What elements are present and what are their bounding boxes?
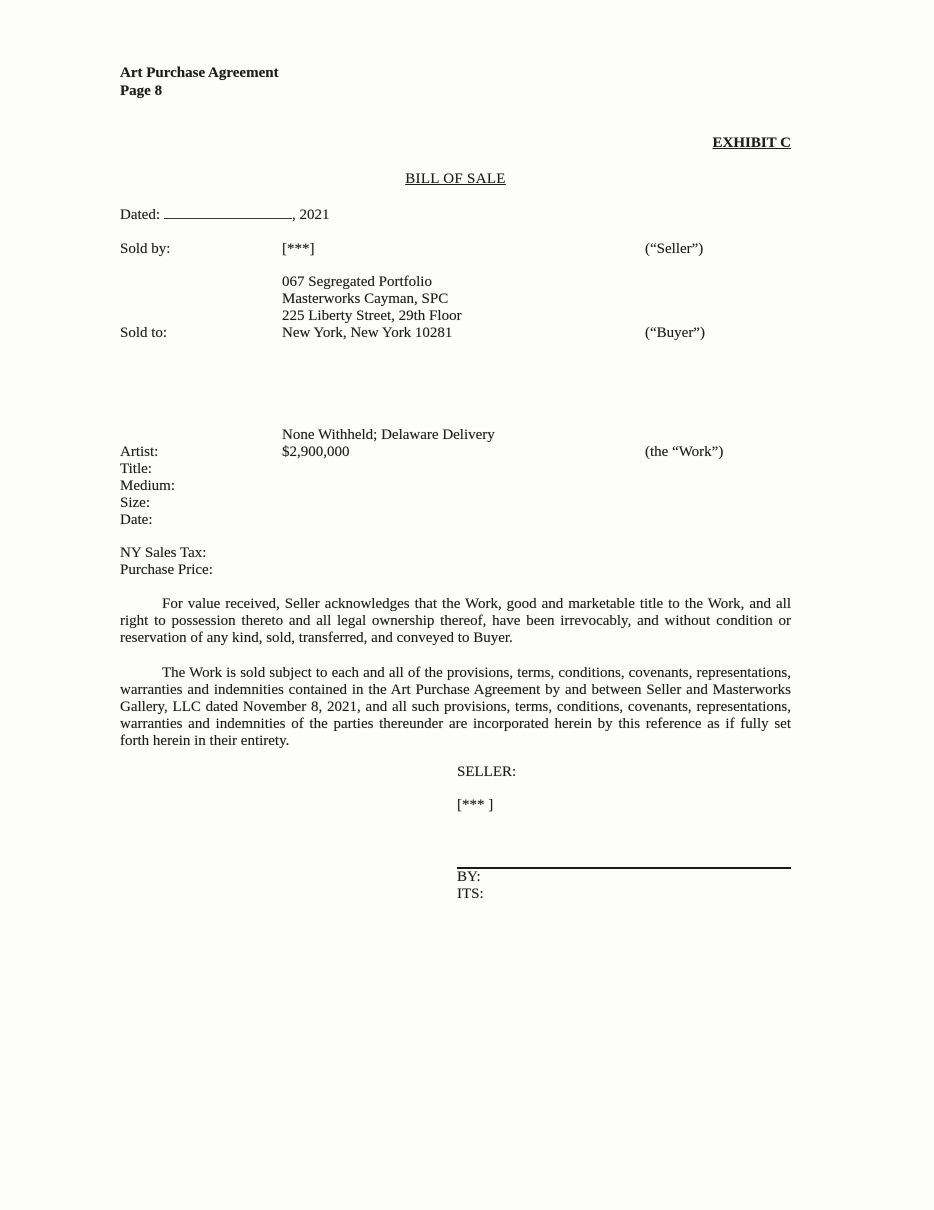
address-line-1: 067 Segregated Portfolio [282, 274, 432, 290]
agreement-title: Art Purchase Agreement [120, 65, 279, 81]
buyer-address-block [120, 274, 791, 342]
dated-label: Dated: [120, 207, 160, 223]
size-row [120, 495, 791, 512]
delivery-note-row [120, 427, 791, 444]
page-number: Page 8 [120, 83, 163, 99]
seller-signature-block [457, 764, 791, 903]
purchase-price-row [120, 562, 791, 579]
title-label: Title: [120, 461, 152, 477]
address-line-3: 225 Liberty Street, 29th Floor [282, 308, 462, 324]
vertical-spacer [120, 529, 791, 545]
address-row [120, 274, 791, 291]
date-row [120, 512, 791, 529]
artist-value: $2,900,000 [282, 444, 350, 460]
work-tag: (the “Work”) [645, 444, 724, 460]
by-label: BY: [457, 868, 481, 885]
size-label: Size: [120, 495, 150, 511]
sales-tax-label: NY Sales Tax: [120, 545, 207, 561]
medium-row [120, 478, 791, 495]
delivery-note: None Withheld; Delaware Delivery [282, 427, 495, 443]
address-line-2: Masterworks Cayman, SPC [282, 291, 449, 307]
address-row [120, 291, 791, 308]
seller-heading: SELLER: [457, 763, 517, 780]
seller-tag: (“Seller”) [645, 241, 704, 257]
artist-row [120, 444, 791, 461]
sold-to-label: Sold to: [120, 325, 168, 341]
purchase-price-label: Purchase Price: [120, 562, 213, 578]
sales-tax-row [120, 545, 791, 562]
sold-to-row [120, 325, 791, 342]
date-label: Date: [120, 512, 153, 528]
sold-by-row [120, 241, 791, 258]
sold-to-value: New York, New York 10281 [282, 325, 453, 341]
its-label: ITS: [457, 885, 484, 902]
vertical-spacer [120, 342, 791, 427]
medium-label: Medium: [120, 478, 175, 494]
artist-label: Artist: [120, 444, 159, 460]
dated-blank-line [164, 206, 292, 219]
seller-value: [***] [282, 241, 315, 257]
bill-of-sale-title: BILL OF SALE [405, 171, 506, 187]
sold-by-label: Sold by: [120, 241, 171, 257]
address-row [120, 308, 791, 325]
paragraph-value-received: For value received, Seller acknowledges that the Work, good and marketable title to the Work, and all right to possession thereto and all legal ownership thereof, have been irrevocably, and without condition or reservation of any kind, sold, transferred, and conveyed to Buyer. [120, 596, 791, 647]
dated-line [120, 206, 791, 224]
exhibit-label: EXHIBIT C [712, 135, 791, 151]
paragraph-subject-to: The Work is sold subject to each and all of the provisions, terms, conditions, covenants, representations, warranties and indemnities contained in the Art Purchase Agreement by and between Seller and Masterworks Gallery, LLC dated November 8, 2021, and all such provisions, terms, conditions, covenants, representations, warranties and indemnities of the parties thereunder are incorporated herein by this reference as if fully set forth herein in their entirety. [120, 664, 791, 750]
document-header [120, 64, 791, 100]
seller-name-placeholder: [*** ] [457, 796, 494, 813]
dated-year: , 2021 [291, 207, 330, 223]
title-row [120, 461, 791, 478]
buyer-tag: (“Buyer”) [645, 325, 705, 341]
